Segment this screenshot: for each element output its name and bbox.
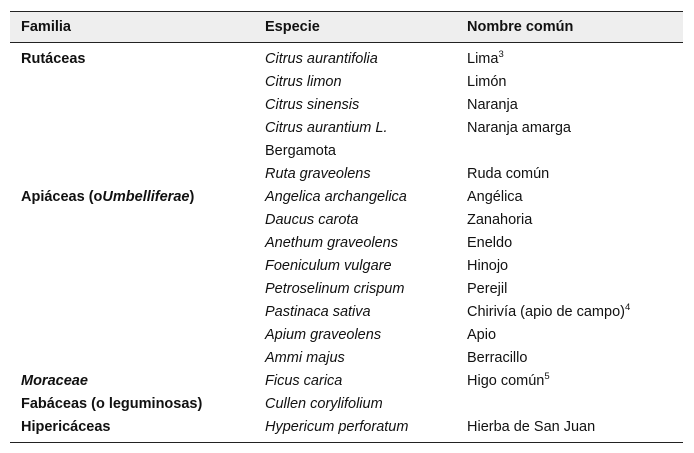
cell-familia xyxy=(10,70,254,93)
footnote-ref: 5 xyxy=(544,370,550,382)
cell-especie: Citrus aurantium L. xyxy=(265,119,388,136)
cell-familia xyxy=(10,277,254,300)
nombre-text: Hinojo xyxy=(467,257,509,274)
cell-familia xyxy=(10,231,254,254)
table-header-row xyxy=(10,12,683,43)
cell-familia xyxy=(10,392,254,415)
cell-nombre-comun xyxy=(456,254,683,277)
cell-continuation xyxy=(10,139,683,162)
table-row xyxy=(10,43,683,71)
cell-familia xyxy=(10,346,254,369)
cell-nombre-comun xyxy=(456,323,683,346)
cell-familia xyxy=(10,369,254,392)
table-row xyxy=(10,231,683,254)
footnote-ref: 3 xyxy=(498,48,504,60)
table-row xyxy=(10,300,683,323)
table-body xyxy=(10,43,683,443)
familia-text: Apiáceas (o xyxy=(21,188,103,205)
cell-especie: Petroselinum crispum xyxy=(265,280,405,297)
continuation-text: Bergamota xyxy=(265,142,336,159)
cell-especie: Ruta graveolens xyxy=(265,165,371,182)
table-row xyxy=(10,208,683,231)
cell-especie: Hypericum perforatum xyxy=(265,418,409,435)
cell-nombre-comun xyxy=(456,369,683,392)
cell-especie: Citrus sinensis xyxy=(265,96,360,113)
familia-italic-part: Umbelliferae xyxy=(102,188,190,205)
table-row xyxy=(10,277,683,300)
cell-nombre-comun xyxy=(456,231,683,254)
nombre-text: Angélica xyxy=(467,188,523,205)
cell-nombre-comun xyxy=(456,277,683,300)
header-especie: Especie xyxy=(254,12,456,43)
cell-especie: Ammi majus xyxy=(265,349,345,366)
cell-nombre-comun xyxy=(456,346,683,369)
table-row xyxy=(10,93,683,116)
cell-nombre-comun xyxy=(456,415,683,442)
nombre-text: Chirivía (apio de campo) xyxy=(467,303,625,320)
nombre-text: Eneldo xyxy=(467,234,513,251)
cell-especie: Foeniculum vulgare xyxy=(265,257,392,274)
nombre-text: Zanahoria xyxy=(467,211,533,228)
cell-especie: Daucus carota xyxy=(265,211,359,228)
familia-text: Fabáceas (o leguminosas) xyxy=(21,395,203,412)
cell-especie: Pastinaca sativa xyxy=(265,303,371,320)
cell-nombre-comun xyxy=(456,43,683,71)
cell-nombre-comun xyxy=(456,93,683,116)
familia-text: Moraceae xyxy=(21,372,88,389)
nombre-text: Ruda común xyxy=(467,165,550,182)
nombre-text: Naranja xyxy=(467,96,518,113)
cell-familia xyxy=(10,162,254,185)
table-row xyxy=(10,70,683,93)
table-row xyxy=(10,346,683,369)
cell-especie: Citrus limon xyxy=(265,73,342,90)
nombre-text: Berracillo xyxy=(467,349,528,366)
nombre-text: Naranja amarga xyxy=(467,119,571,136)
cell-familia xyxy=(10,185,254,208)
table-row xyxy=(10,185,683,208)
nombre-text: Limón xyxy=(467,73,507,90)
cell-especie: Angelica archangelica xyxy=(265,188,407,205)
cell-nombre-comun xyxy=(456,70,683,93)
cell-familia xyxy=(10,43,254,71)
cell-familia xyxy=(10,254,254,277)
familia-close: ) xyxy=(189,188,195,205)
table-row xyxy=(10,415,683,442)
cell-nombre-comun xyxy=(456,208,683,231)
cell-familia xyxy=(10,415,254,442)
familia-text: Rutáceas xyxy=(21,50,86,67)
plant-family-table xyxy=(10,12,683,442)
cell-nombre-comun xyxy=(456,162,683,185)
table-row xyxy=(10,139,683,162)
cell-familia xyxy=(10,300,254,323)
table-row xyxy=(10,162,683,185)
table-row xyxy=(10,392,683,415)
nombre-text: Perejil xyxy=(467,280,508,297)
plant-table-container xyxy=(10,11,683,443)
table-row xyxy=(10,369,683,392)
familia-text: Hipericáceas xyxy=(21,418,111,435)
cell-familia xyxy=(10,208,254,231)
header-familia: Familia xyxy=(10,12,254,43)
cell-familia xyxy=(10,323,254,346)
cell-nombre-comun xyxy=(456,116,683,139)
cell-especie: Apium graveolens xyxy=(265,326,382,343)
cell-especie: Cullen corylifolium xyxy=(265,395,383,412)
cell-familia xyxy=(10,93,254,116)
table-row xyxy=(10,254,683,277)
nombre-text: Hierba de San Juan xyxy=(467,418,596,435)
cell-nombre-comun xyxy=(456,185,683,208)
cell-nombre-comun xyxy=(456,392,683,415)
table-row xyxy=(10,116,683,139)
footnote-ref: 4 xyxy=(624,301,631,313)
nombre-text: Higo común xyxy=(467,372,545,389)
table-row xyxy=(10,323,683,346)
nombre-text: Lima xyxy=(467,50,499,67)
cell-especie: Anethum graveolens xyxy=(265,234,398,251)
cell-especie: Citrus aurantifolia xyxy=(265,50,378,67)
cell-especie: Ficus carica xyxy=(265,372,343,389)
cell-nombre-comun xyxy=(456,300,683,323)
nombre-text: Apio xyxy=(467,326,497,343)
cell-familia xyxy=(10,116,254,139)
header-nombre-comun: Nombre común xyxy=(456,12,683,43)
